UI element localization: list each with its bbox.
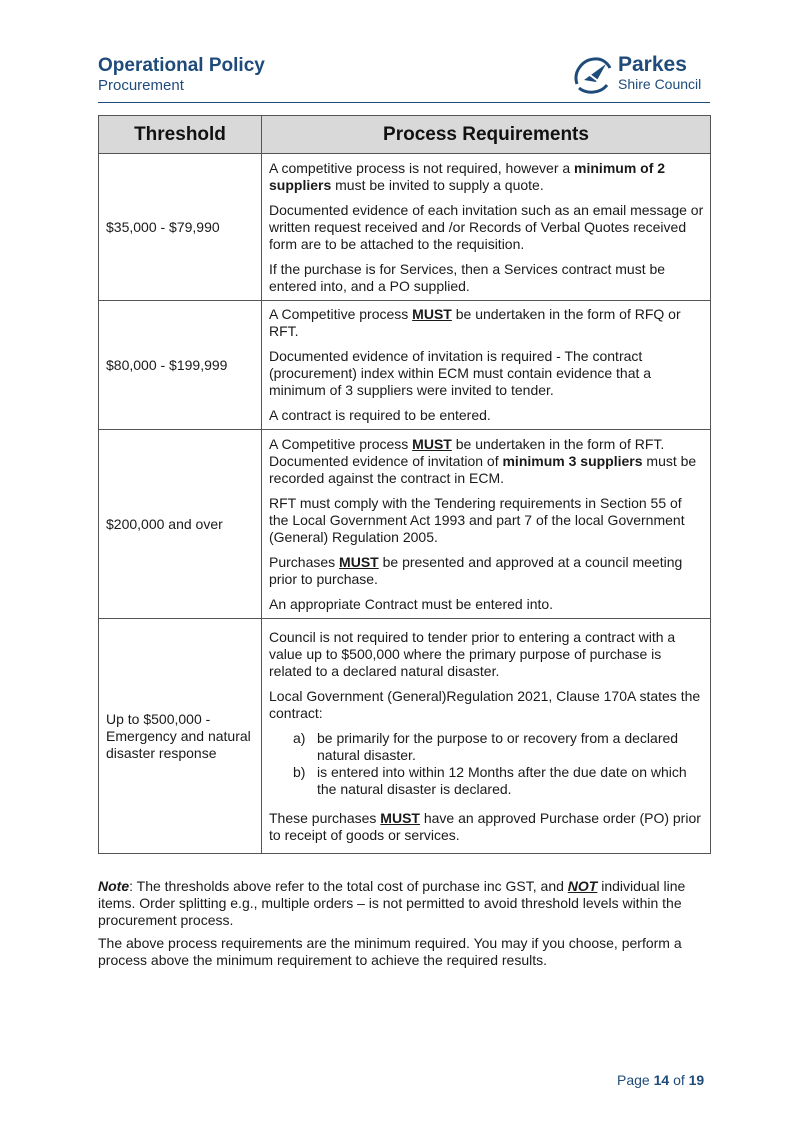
- parkes-emblem-icon: [570, 52, 614, 96]
- list-item: a) be primarily for the purpose to or recovery from a declared natural disaster.: [293, 729, 679, 763]
- table-row: [99, 301, 711, 430]
- requirement-paragraph: If the purchase is for Services, then a Services contract must be entered into, and a PO supplied.: [269, 260, 666, 294]
- note-paragraph: Note: The thresholds above refer to the total cost of purchase inc GST, and NOT individual line items. Order splitting e.g., multiple orders – is not permitted to avoid threshold levels within the procurement process.: [98, 878, 686, 928]
- requirement-paragraph: Council is not required to tender prior to entering a contract with a value up to $500,000 where the primary purpose of purchase is related to a declared natural disaster.: [269, 628, 676, 679]
- requirements-cell: [262, 301, 711, 430]
- requirement-paragraph: These purchases MUST have an approved Purchase order (PO) prior to receipt of goods or services.: [269, 809, 701, 843]
- document-subtitle: Procurement: [98, 77, 184, 94]
- requirement-paragraph: A Competitive process MUST be undertaken in the form of RFQ or RFT.: [269, 306, 681, 339]
- note-section: [98, 878, 710, 975]
- requirements-cell: [262, 154, 711, 301]
- requirement-paragraph: A contract is required to be entered.: [269, 407, 491, 423]
- table-row: [99, 619, 711, 854]
- note-label: Note: [98, 878, 130, 894]
- requirements-cell: [262, 430, 711, 619]
- column-header-process-requirements: Process Requirements: [262, 116, 711, 154]
- column-header-threshold: Threshold: [99, 116, 262, 154]
- logo-name: Parkes: [618, 53, 687, 76]
- requirement-paragraph: Purchases MUST be presented and approved at a council meeting prior to purchase.: [269, 553, 683, 587]
- document-title: Operational Policy: [98, 55, 265, 76]
- threshold-cell: $200,000 and over: [99, 430, 262, 619]
- requirement-paragraph: A competitive process is not required, however a minimum of 2 suppliers must be invited to supply a quote.: [269, 159, 666, 193]
- table-header-row: [99, 116, 711, 154]
- note-paragraph: The above process requirements are the minimum required. You may if you choose, perform a process above the minimum requirement to achieve the required results.: [98, 935, 682, 968]
- threshold-cell: $80,000 - $199,999: [99, 301, 262, 430]
- requirement-paragraph: Documented evidence of invitation is required - The contract (procurement) index within ECM must contain evidence that a minimum of 3 suppliers were invited to tender.: [269, 348, 652, 398]
- procurement-threshold-table: [98, 115, 711, 854]
- list-item: b) is entered into within 12 Months after the due date on which the natural disaster is declared.: [293, 763, 687, 797]
- requirement-paragraph: RFT must comply with the Tendering requirements in Section 55 of the Local Government Act 1993 and part 7 of the local Government (General) Regulation 2005.: [269, 494, 685, 545]
- requirement-paragraph: A Competitive process MUST be undertaken in the form of RFT. Documented evidence of invitation of minimum 3 suppliers must be recorded against the contract in ECM.: [269, 435, 697, 486]
- clause-conditions-list: [269, 730, 704, 798]
- header-divider: [98, 102, 710, 103]
- page-number: Page 14 of 19: [617, 1072, 705, 1088]
- not-emphasis: NOT: [567, 878, 598, 894]
- requirement-paragraph: An appropriate Contract must be entered into.: [269, 595, 554, 612]
- requirement-paragraph: Documented evidence of each invitation such as an email message or written request received and /or Records of Verbal Quotes received form are to be attached to the requisition.: [269, 201, 704, 252]
- threshold-cell: $35,000 - $79,990: [99, 154, 262, 301]
- table-row: [99, 430, 711, 619]
- requirement-paragraph: Local Government (General)Regulation 2021, Clause 170A states the contract:: [269, 687, 701, 721]
- table-row: [99, 154, 711, 301]
- logo-subname: Shire Council: [618, 76, 702, 92]
- council-logo: [570, 52, 715, 98]
- requirements-cell: [262, 619, 711, 854]
- threshold-cell: Up to $500,000 - Emergency and natural disaster response: [99, 619, 262, 854]
